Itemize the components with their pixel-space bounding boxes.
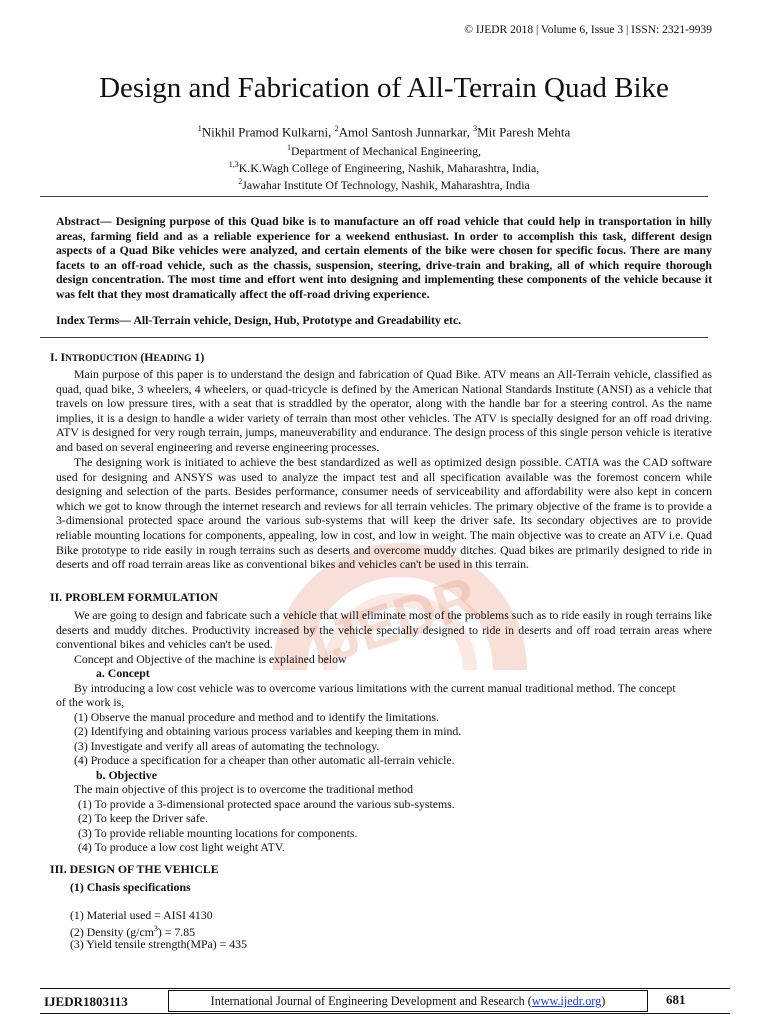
heading-part: EADING — [153, 354, 192, 364]
spec-material: (1) Material used = AISI 4130 — [70, 908, 213, 922]
author-2-sup: 2 — [334, 124, 339, 133]
index-terms: Index Terms— All-Terrain vehicle, Design, Hub, Prototype and Greadability etc. — [56, 313, 462, 327]
affiliation-1-sup: 1 — [287, 143, 291, 152]
footer-page-number: 681 — [666, 992, 686, 1007]
affiliation-1 — [0, 141, 768, 158]
objective-list-item: (2) To keep the Driver safe. — [78, 811, 208, 825]
heading-part: I. I — [50, 350, 66, 364]
header-divider — [40, 196, 708, 197]
objective-list-item: (3) To provide reliable mounting locations for components. — [78, 826, 358, 840]
journal-header: © IJEDR 2018 | Volume 6, Issue 3 | ISSN: 2321-9939 — [464, 24, 712, 36]
abstract-divider — [40, 337, 708, 338]
concept-list-item: (4) Produce a specification for a cheaper than other automatic all-terrain vehicle. — [74, 753, 455, 767]
objective-list-item: (4) To produce a low cost light weight ATV. — [78, 840, 285, 854]
concept-paragraph-line-1: By introducing a low cost vehicle was to overcome various limitations with the current manual traditional method. The concept — [74, 681, 676, 695]
spec-density-label: (2) Density (g/cm — [70, 924, 154, 939]
subheading-concept: a. Concept — [96, 666, 150, 680]
heading-part: 1) — [191, 350, 205, 364]
author-list — [0, 124, 768, 140]
subheading-chasis-specifications: (1) Chasis specifications — [70, 880, 191, 894]
affiliation-2-sup: 1,3 — [228, 159, 239, 169]
footer-bottom-rule — [40, 1013, 730, 1014]
section-2-heading: II. PROBLEM FORMULATION — [50, 590, 218, 604]
paper-title: Design and Fabrication of All-Terrain Quad Bike — [99, 72, 669, 104]
objective-intro: The main objective of this project is to overcome the traditional method — [74, 782, 414, 796]
author-3-sup: 3 — [473, 124, 478, 133]
concept-objective-intro: Concept and Objective of the machine is explained below — [74, 652, 347, 666]
author-3-name: Mit Paresh Mehta — [477, 124, 571, 140]
affiliation-2-text: K.K.Wagh College of Engineering, Nashik, Maharashtra, India, — [238, 160, 540, 175]
heading-part: (H — [137, 350, 154, 364]
section-3-heading: III. DESIGN OF THE VEHICLE — [50, 862, 219, 876]
subheading-objective: b. Objective — [96, 768, 157, 782]
concept-paragraph-line-2: of the work is, — [56, 695, 125, 709]
section-1-paragraph-1: Main purpose of this paper is to understand the design and fabrication of Quad Bike. ATV means an All-Terrain vehicle, classified as quad, quad bike, 3 wheelers, 4 wheelers, or quad-tricycle is defined by the American National Standards Institute (ANSI) as a vehicle that travels on low pressure tires, with a seat that is straddled by the operator, along with the handle bar for a steering control. As the name implies, it is a design to handle a wider variety of terrain than most other vehicles. The ATV is specially designed for an off road driving. ATV is designed for very rough terrain, jumps, maneuverability and endurance. The design process of this single person vehicle is iterative and based on several engineering and reverse engineering processes. — [56, 367, 712, 454]
section-1-paragraph-2: The designing work is initiated to achieve the best standardized as well as optimized design possible. CATIA was the CAD software used for designing and ANSYS was used to analyze the impact test and all specification available was the foremost concern while designing and selection of the parts. Besides performance, consumer needs of serviceability and affordability were also kept in concern which we got to know through the internet research and reviews for all terrain vehicles. The primary objective of the frame is to provide a 3-dimensional protected space around the various sub-systems that will keep the driver safe. Its secondary objectives are to provide reliable mounting locations for components, appealing, low in cost, and low in weight. The main objective was to create an ATV i.e. Quad Bike prototype to ride easily in rough terrains such as deserts and overcome muddy ditches. Quad bikes are primarily designed to ride in deserts and off road terrain areas like as conventional bikes and vehicles can't be used in this terrain. — [56, 455, 712, 572]
affiliation-1-text: Department of Mechanical Engineering, — [291, 143, 481, 158]
objective-list-item: (1) To provide a 3-dimensional protected space around the various sub-systems. — [78, 797, 455, 811]
footer-top-rule — [40, 988, 730, 989]
spec-yield-strength: (3) Yield tensile strength(MPa) = 435 — [70, 937, 247, 951]
heading-part: NTRODUCTION — [65, 354, 138, 364]
affiliation-3-text: Jawahar Institute Of Technology, Nashik, Maharashtra, India — [242, 177, 530, 192]
svg-text:IJEDR: IJEDR — [302, 564, 486, 679]
footer-journal-box — [168, 990, 648, 1012]
spec-density-value: ) = 7.85 — [157, 924, 195, 939]
abstract: Abstract— Designing purpose of this Quad bike is to manufacture an off road vehicle that could help in transportation in hilly areas, farming field and as a reliable experience for a weekend enthusiast. In order to accomplish this task, different design aspects of a Quad Bike vehicles were analyzed, and certain elements of the bike were chosen for specific focus. There are many facets to an off-road vehicle, such as the chassis, suspension, steering, drive-train and braking, all of which require thorough design concentration. The most time and effort went into designing and implementing these components of the vehicle because it was felt that they most dramatically affect the off-road driving experience. — [56, 214, 712, 301]
concept-list-item: (2) Identifying and obtaining various process variables and keeping them in mind. — [74, 724, 462, 738]
concept-list-item: (1) Observe the manual procedure and method and to identify the limitations. — [74, 710, 439, 724]
footer-paper-id: IJEDR1803113 — [44, 994, 128, 1009]
footer-journal-link[interactable]: www.ijedr.org — [531, 994, 602, 1008]
author-2-name: Amol Santosh Junnarkar, — [338, 124, 474, 140]
affiliation-3 — [0, 175, 768, 192]
concept-list-item: (3) Investigate and verify all areas of automating the technology. — [74, 739, 380, 753]
footer-journal-name: International Journal of Engineering Development and Research ( — [210, 994, 532, 1008]
section-2-paragraph-1: We are going to design and fabricate such a vehicle that will eliminate most of the problems such as to ride easily in rough terrains like deserts and muddy ditches. Productivity increased by the vehicle specially designed to ride in deserts and off road terrain areas where conventional bikes and vehicles can't be used. — [56, 608, 712, 652]
spec-density-sup: 3 — [153, 924, 158, 933]
affiliations — [0, 141, 768, 192]
author-1-sup: 1 — [197, 124, 202, 133]
section-1-heading — [50, 350, 204, 365]
affiliation-3-sup: 2 — [238, 176, 243, 186]
footer-journal-paren: ) — [601, 994, 606, 1008]
affiliation-2 — [0, 158, 768, 175]
author-1-name: Nikhil Pramod Kulkarni, — [201, 124, 335, 140]
